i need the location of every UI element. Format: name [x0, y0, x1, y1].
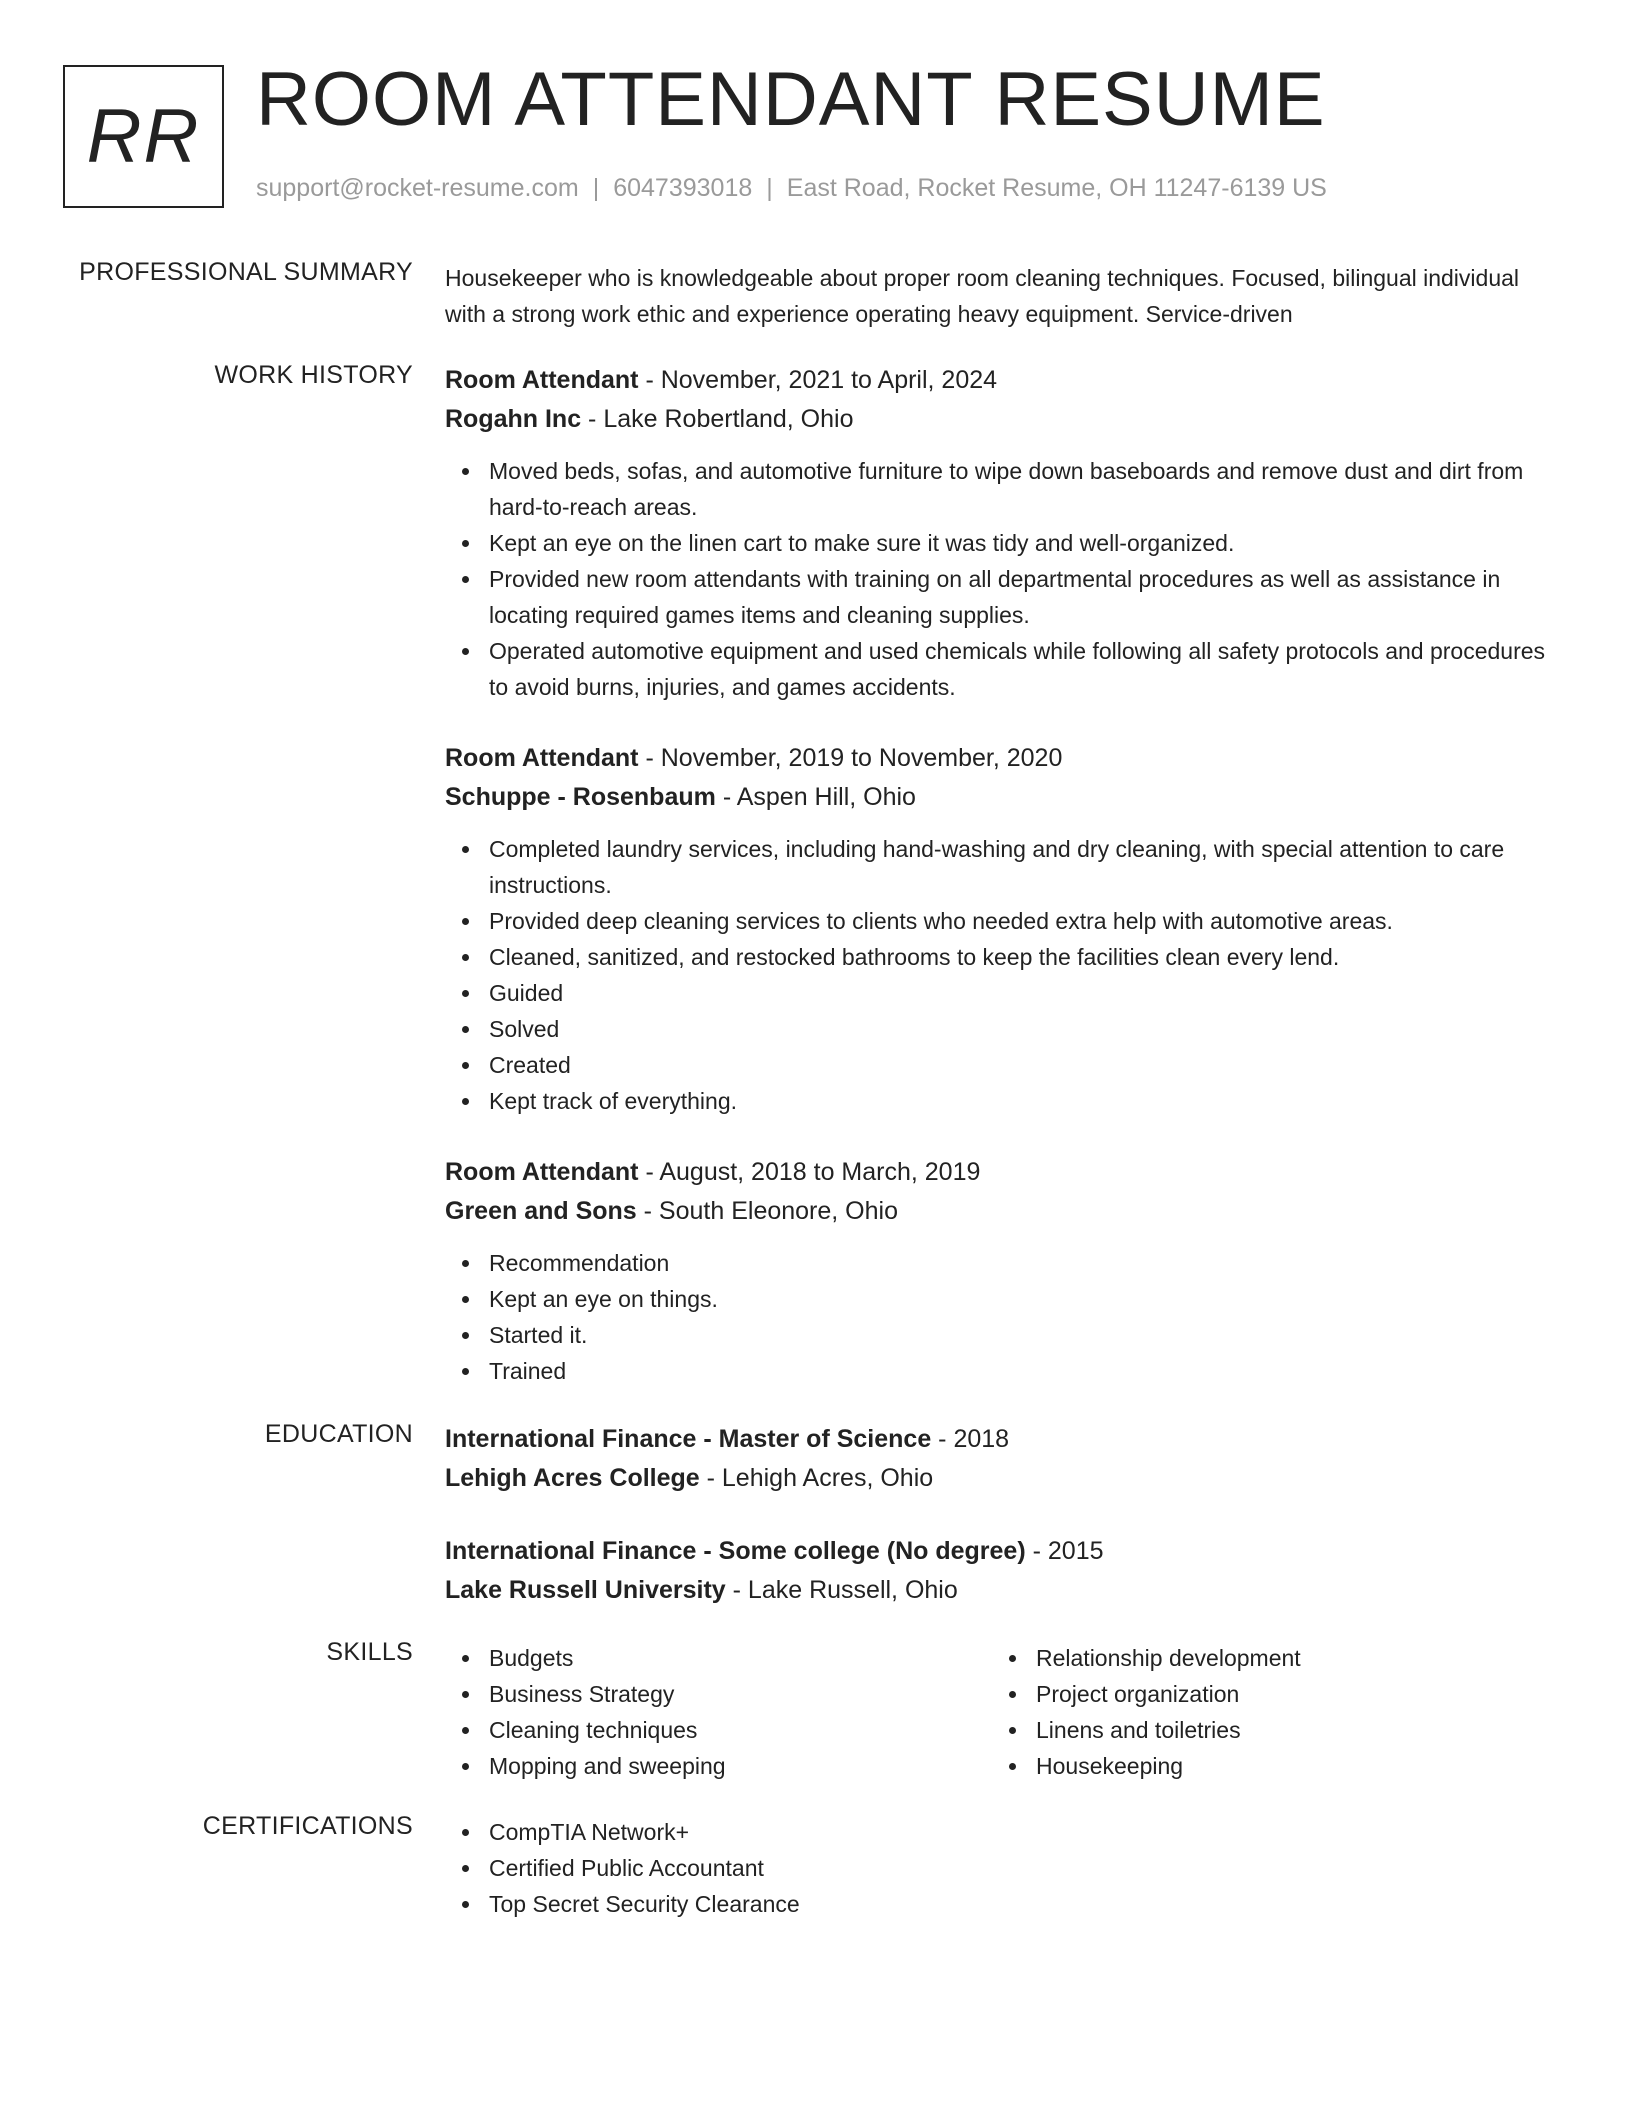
education-school: Lake Russell University: [445, 1576, 726, 1604]
resume-title: ROOM ATTENDANT RESUME: [256, 57, 1326, 142]
job-bullet: Provided new room attendants with training on all departmental procedures as well as assistance in locating required games items and cleaning supplies.: [445, 561, 1565, 633]
skill-item: Cleaning techniques: [445, 1712, 992, 1748]
monogram-box: [63, 65, 224, 208]
contact-phone: 6047393018: [613, 174, 753, 202]
education-location: - Lake Russell, Ohio: [725, 1576, 958, 1604]
job-bullet: Kept track of everything.: [445, 1083, 1565, 1119]
certification-item: CompTIA Network+: [445, 1814, 1565, 1850]
skill-item: Relationship development: [992, 1640, 1539, 1676]
certifications-list: [445, 1814, 1565, 1922]
education-entry: [445, 1420, 1565, 1498]
job-dates: - November, 2019 to November, 2020: [638, 744, 1063, 772]
job-title-line: [445, 1153, 1565, 1192]
job-company-line: [445, 400, 1565, 439]
skill-item: Project organization: [992, 1676, 1539, 1712]
job-title: Room Attendant: [445, 366, 639, 394]
job-bullet: Created: [445, 1047, 1565, 1083]
job-company-line: [445, 778, 1565, 817]
education-school: Lehigh Acres College: [445, 1464, 700, 1492]
certifications-list-wrap: [445, 1814, 1565, 1922]
job-title: Room Attendant: [445, 1158, 639, 1186]
contact-separator: |: [592, 174, 600, 202]
skill-item: Linens and toiletries: [992, 1712, 1539, 1748]
education-entry: [445, 1532, 1565, 1610]
skills-grid: [445, 1640, 1565, 1784]
education-location: - Lehigh Acres, Ohio: [699, 1464, 934, 1492]
job-entry: [445, 361, 1565, 705]
certification-item: Certified Public Accountant: [445, 1850, 1565, 1886]
skills-column-right: [992, 1640, 1539, 1784]
job-bullet: Kept an eye on the linen cart to make sure it was tidy and well-organized.: [445, 525, 1565, 561]
education-school-line: [445, 1571, 1565, 1610]
section-label-education: EDUCATION: [264, 1420, 413, 1448]
job-bullet: Moved beds, sofas, and automotive furniture to wipe down baseboards and remove dust and dirt from hard-to-reach areas.: [445, 453, 1565, 525]
job-title-line: [445, 361, 1565, 400]
job-bullets: [445, 831, 1565, 1119]
job-bullet: Solved: [445, 1011, 1565, 1047]
contact-address: East Road, Rocket Resume, OH 11247-6139 US: [786, 174, 1327, 202]
summary-text: Housekeeper who is knowledgeable about proper room cleaning techniques. Focused, bilingual individual with a strong work ethic and experience operating heavy equipment. Service-driven: [445, 265, 1520, 327]
contact-line: [256, 174, 1327, 203]
education-degree-line: [445, 1532, 1565, 1571]
job-bullet: Completed laundry services, including hand-washing and dry cleaning, with special attention to care instructions.: [445, 831, 1565, 903]
education-year: - 2015: [1025, 1537, 1104, 1565]
education-year: - 2018: [931, 1425, 1010, 1453]
job-bullet: Recommendation: [445, 1245, 1565, 1281]
section-label-skills: SKILLS: [326, 1638, 413, 1666]
section-label-work-history: WORK HISTORY: [214, 361, 413, 389]
education-degree: International Finance - Master of Science: [445, 1425, 932, 1453]
job-bullet: Started it.: [445, 1317, 1565, 1353]
contact-email: support@rocket-resume.com: [256, 174, 579, 202]
job-title: Room Attendant: [445, 744, 639, 772]
job-dates: - November, 2021 to April, 2024: [638, 366, 998, 394]
skill-item: Housekeeping: [992, 1748, 1539, 1784]
skill-item: Mopping and sweeping: [445, 1748, 992, 1784]
education-school-line: [445, 1459, 1565, 1498]
job-dates: - August, 2018 to March, 2019: [638, 1158, 981, 1186]
section-label-certifications: CERTIFICATIONS: [202, 1812, 413, 1840]
skill-item: Business Strategy: [445, 1676, 992, 1712]
job-bullet: Trained: [445, 1353, 1565, 1389]
education-degree: International Finance - Some college (No degree): [445, 1537, 1026, 1565]
job-bullet: Kept an eye on things.: [445, 1281, 1565, 1317]
job-company: Green and Sons: [445, 1197, 637, 1225]
job-bullets: [445, 1245, 1565, 1389]
job-bullet: Provided deep cleaning services to clients who needed extra help with automotive areas.: [445, 903, 1565, 939]
skill-item: Budgets: [445, 1640, 992, 1676]
job-location: - South Eleonore, Ohio: [636, 1197, 898, 1225]
job-title-line: [445, 739, 1565, 778]
certification-item: Top Secret Security Clearance: [445, 1886, 1565, 1922]
job-entry: [445, 1153, 1565, 1389]
job-entry: [445, 739, 1565, 1119]
contact-separator: |: [766, 174, 773, 202]
section-label-summary: PROFESSIONAL SUMMARY: [79, 258, 413, 286]
job-company-line: [445, 1192, 1565, 1231]
job-location: - Lake Robertland, Ohio: [581, 405, 854, 433]
job-company: Schuppe - Rosenbaum: [445, 783, 716, 811]
job-bullets: [445, 453, 1565, 705]
education-degree-line: [445, 1420, 1565, 1459]
job-bullet: Cleaned, sanitized, and restocked bathrooms to keep the facilities clean every lend.: [445, 939, 1565, 975]
education-list: [445, 1420, 1565, 1610]
monogram-initials: RR: [86, 94, 201, 179]
job-bullet: Operated automotive equipment and used chemicals while following all safety protocols and procedures to avoid burns, injuries, and games accidents.: [445, 633, 1565, 705]
skills-column-left: [445, 1640, 992, 1784]
job-location: - Aspen Hill, Ohio: [715, 783, 916, 811]
job-bullet: Guided: [445, 975, 1565, 1011]
work-history-list: [445, 361, 1565, 1389]
job-company: Rogahn Inc: [445, 405, 582, 433]
